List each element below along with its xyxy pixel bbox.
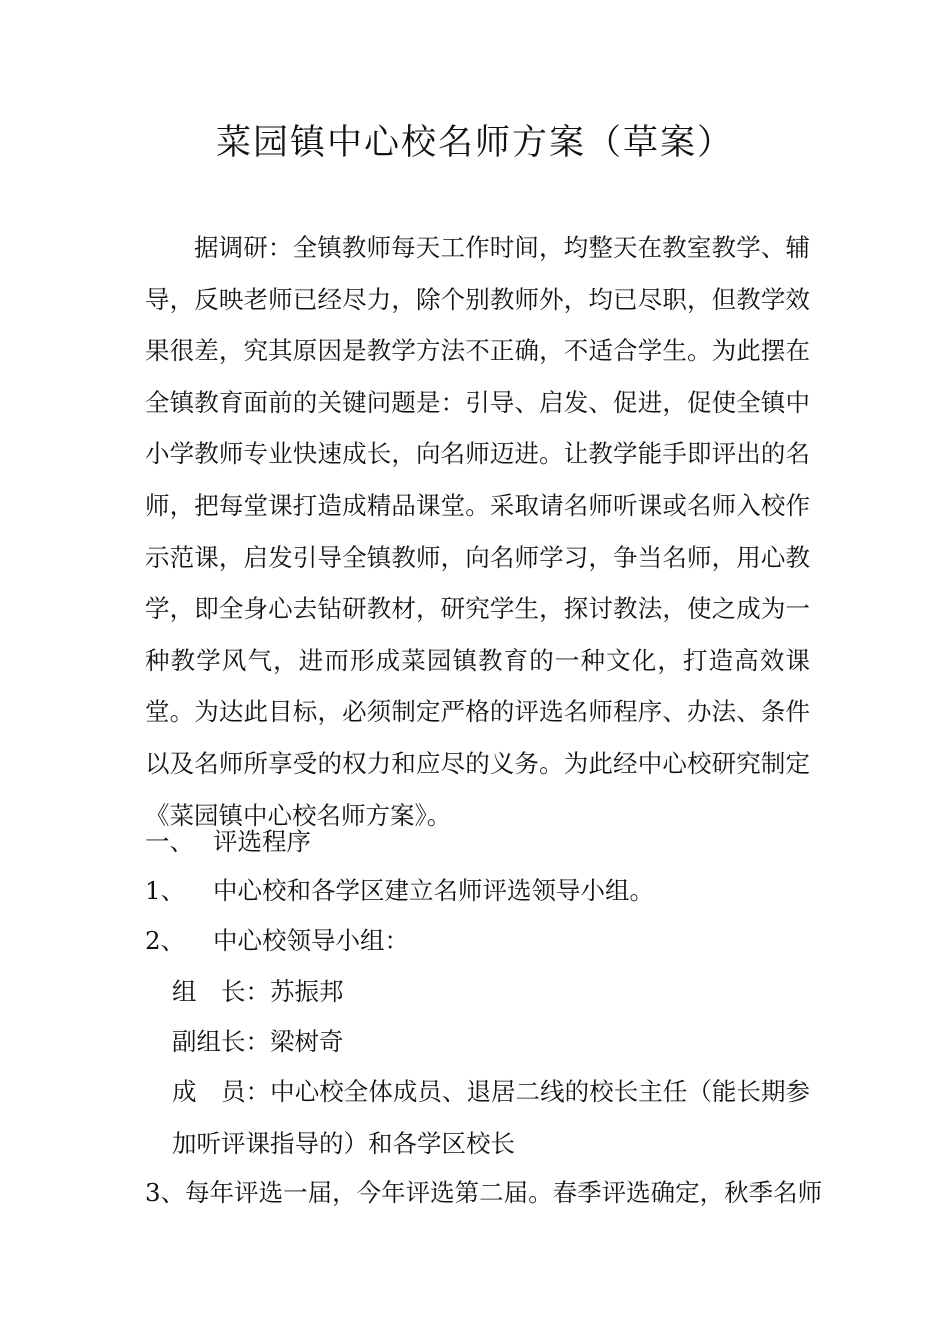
members-line: 成 员：中心校全体成员、退居二线的校长主任（能长期参加听评课指导的）和各学区校长 [172,1077,810,1158]
section-number: 一、 [145,827,194,856]
item-text: 中心校领导小组： [213,926,409,955]
item-number: 2、 [145,926,186,955]
item-text: 中心校和各学区建立名师评选领导小组。 [213,876,654,905]
group-leader-line: 组 长：苏振邦 [172,977,344,1006]
list-item-2 [145,915,409,967]
section-label: 评选程序 [213,827,311,856]
deputy-leader-line: 副组长：梁树奇 [172,1027,344,1056]
list-item-1 [145,865,654,917]
intro-paragraph: 据调研：全镇教师每天工作时间，均整天在教室教学、辅导，反映老师已经尽力，除个别教师外，均已尽职，但教学效果很差，究其原因是教学方法不正确，不适合学生。为此摆在全镇教育面前的关键问题是：引导、启发、促进，促使全镇中小学教师专业快速成长，向名师迈进。让教学能手即评出的名师，把每堂课打造成精品课堂。采取请名师听课或名师入校作示范课，启发引导全镇教师，向名师学习，争当名师，用心教学，即全身心去钻研教材，研究学生，探讨教法，使之成为一种教学风气，进而形成菜园镇教育的一种文化，打造高效课堂。为达此目标，必须制定严格的评选名师程序、办法、条件以及名师所享受的权力和应尽的义务。为此经中心校研究制定《菜园镇中心校名师方案》。 [145,233,810,830]
list-item-3: 3、每年评选一届，今年评选第二届。春季评选确定，秋季名师 [145,1178,823,1207]
section-heading-selection-procedure [145,816,311,868]
document-title: 菜园镇中心校名师方案（草案） [215,123,734,163]
item-number: 1、 [145,876,186,905]
